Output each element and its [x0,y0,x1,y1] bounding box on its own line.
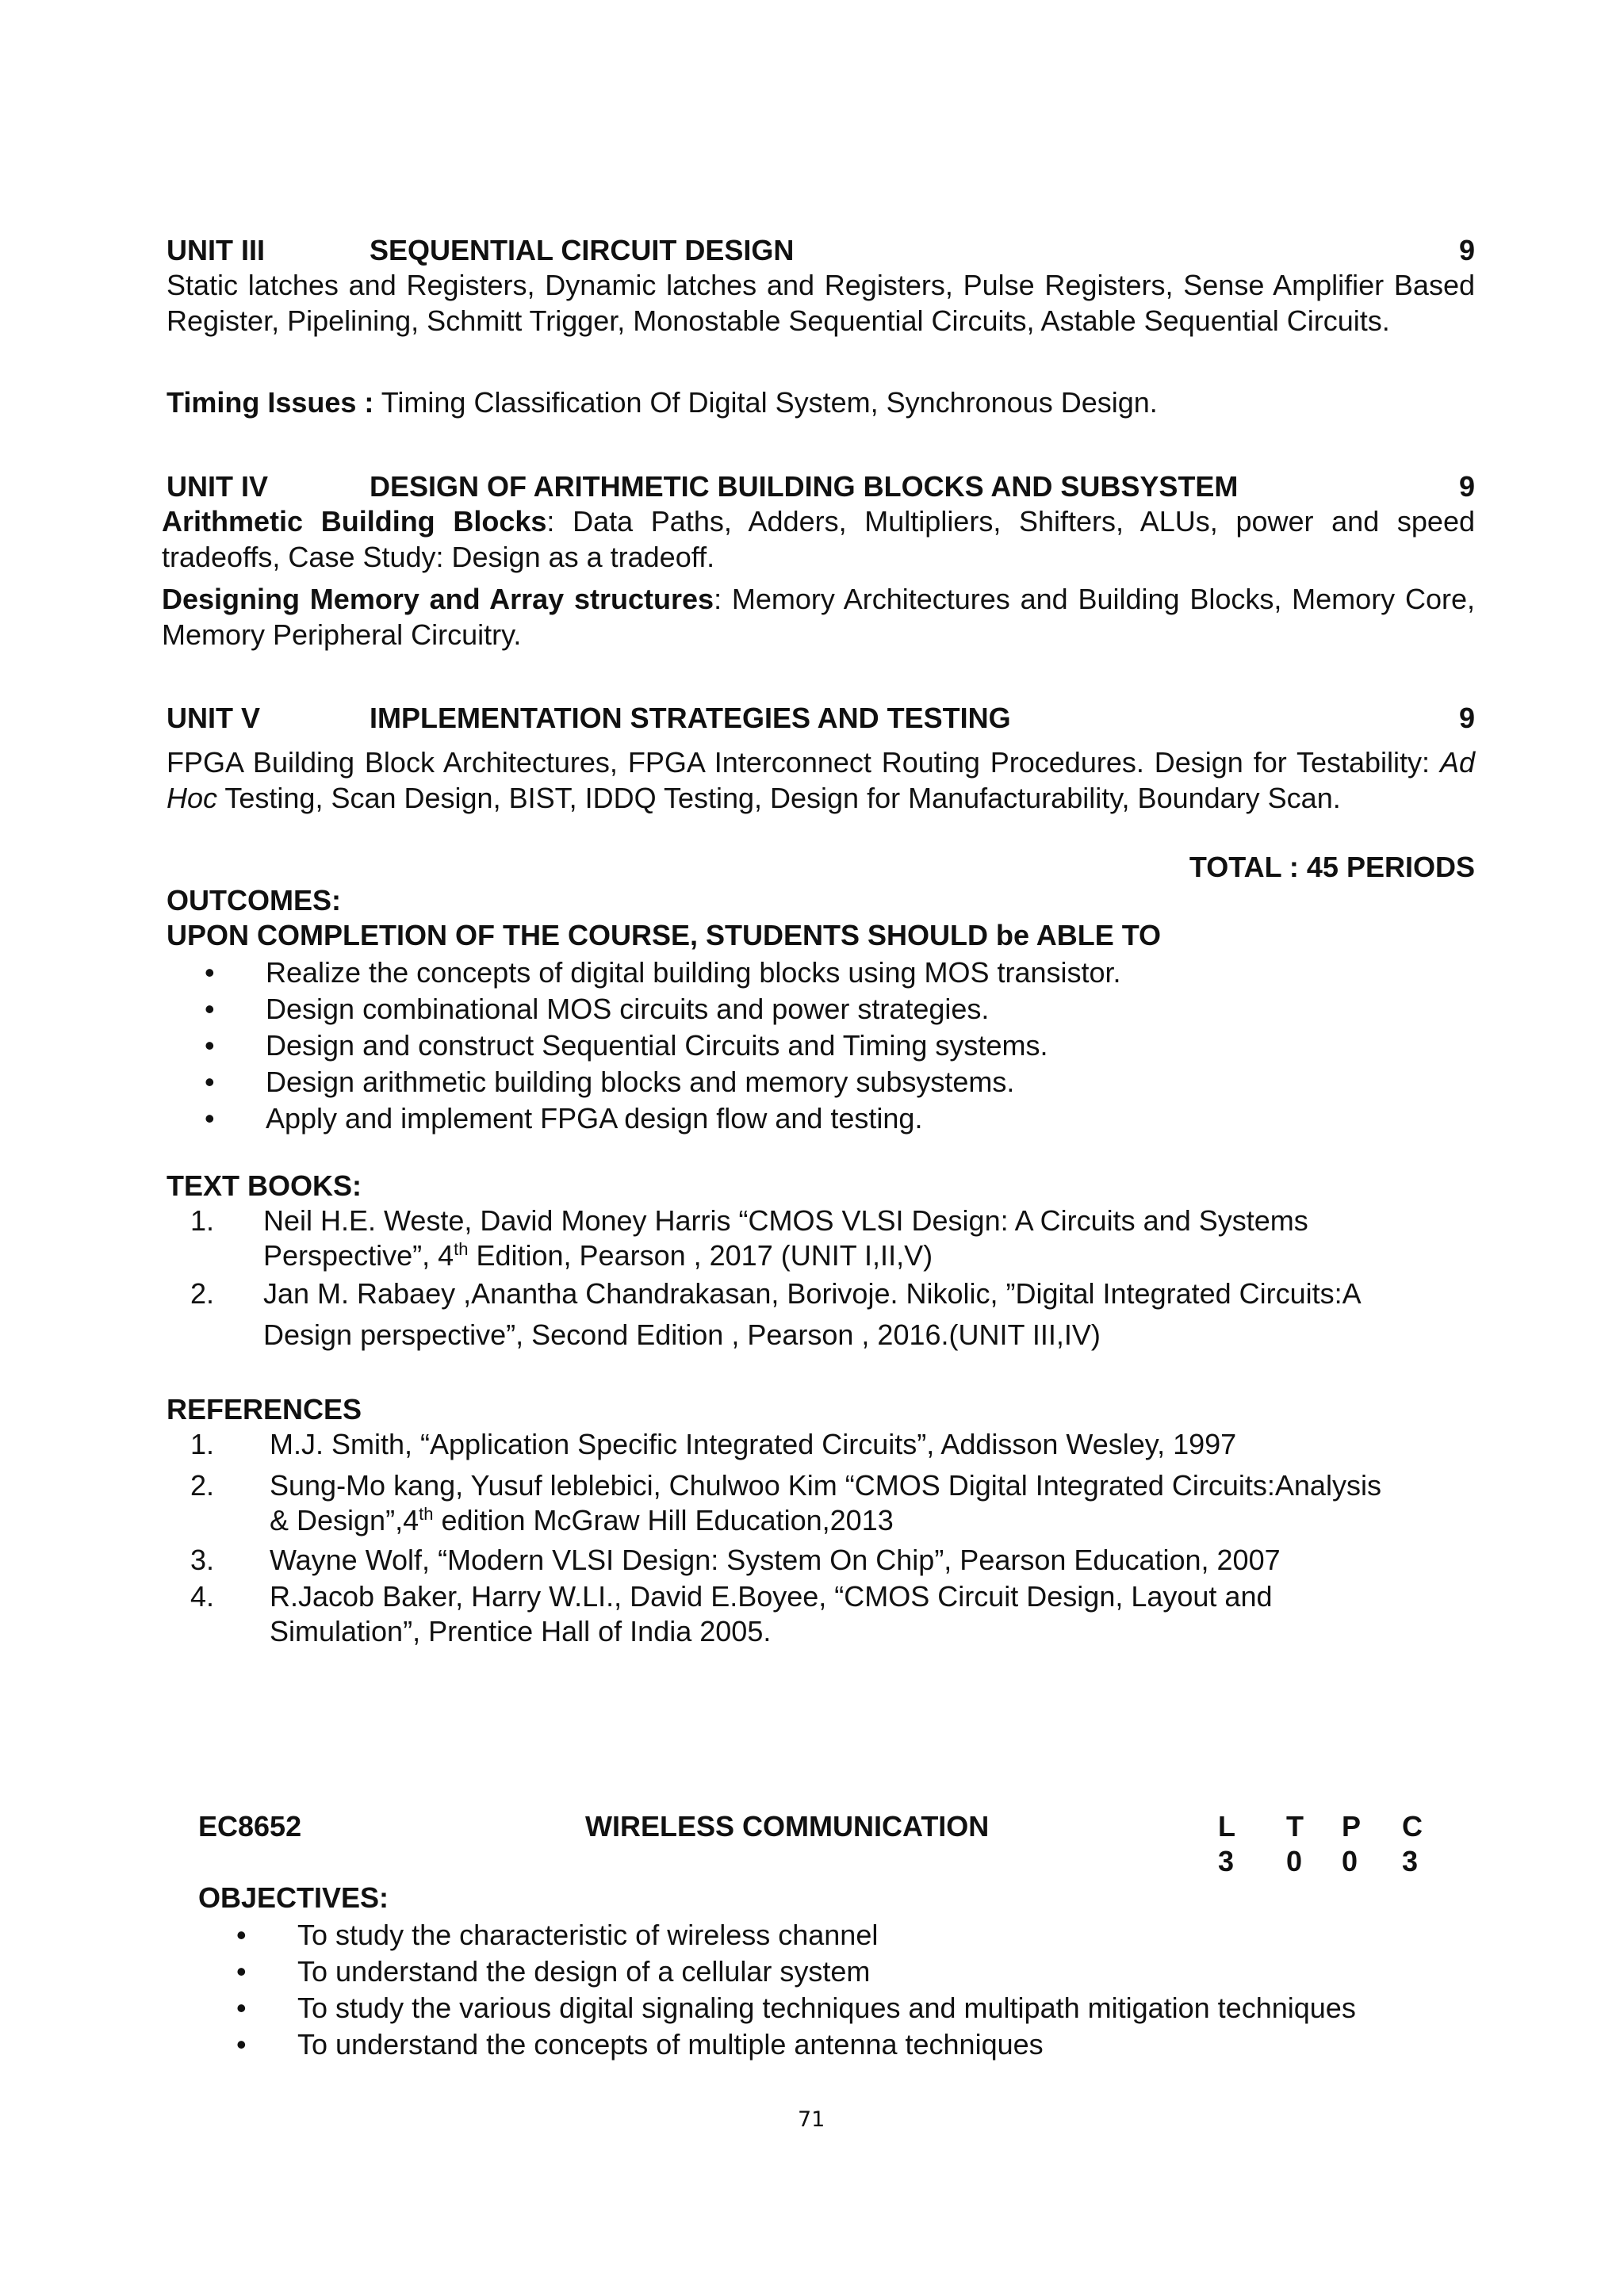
objectives-list [198,1917,1475,2063]
memory-structures-text: : Memory Architectures and Building Blocks, Memory Core, Memory Peripheral Circuitry. [162,583,1476,651]
textbook-line-2-text: Perspective”, 4 [263,1239,454,1272]
reference-line-2-rest: edition McGraw Hill Education,2013 [433,1504,894,1536]
page-number: 71 [798,2107,825,2132]
reference-line-2: Simulation”, Prentice Hall of India 2005. [270,1615,772,1647]
outcomes-subheading: UPON COMPLETION OF THE COURSE, STUDENTS SHOULD be ABLE TO [167,919,1162,951]
reference-superscript: th [419,1504,434,1524]
textbook-line-1: Neil H.E. Weste, David Money Harris “CMOS VLSI Design: A Circuits and Systems [263,1204,1308,1237]
timing-issues-text: Timing Classification Of Digital System, Synchronous Design. [373,386,1158,419]
unit3-label: UNIT III [167,234,265,266]
textbooks-heading: TEXT BOOKS: [167,1169,362,1202]
outcome-item: • Design arithmetic building blocks and memory subsystems. [167,1064,1475,1100]
reference-item [167,1543,1475,1579]
unit5-body [167,745,1475,816]
timing-issues-label: Timing Issues : [167,386,374,419]
unit5-body-part-b: Testing, Scan Design, BIST, IDDQ Testing, Design for Manufacturability, Boundary Scan. [217,781,1341,814]
ltpc-label-t: T [1286,1810,1304,1843]
arithmetic-blocks-text: : Data Paths, Adders, Multipliers, Shifters, ALUs, power and speed tradeoffs, Case Study: Design as a tradeoff. [162,505,1475,573]
reference-line-2 [270,1503,894,1538]
unit4-paragraph-2 [162,582,1475,652]
unit4-paragraph-1 [162,504,1475,575]
reference-number: 2. [190,1469,215,1502]
objective-item: • To study the characteristic of wireless channel [198,1917,1475,1954]
ltpc-value-t: 0 [1286,1845,1303,1877]
unit5-body-emphasis: Ad Hoc [167,746,1475,814]
reference-line-1: M.J. Smith, “Application Specific Integrated Circuits”, Addisson Wesley, 1997 [270,1428,1237,1460]
ltpc-value-l: 3 [1218,1845,1235,1877]
outcomes-heading: OUTCOMES: [167,884,341,916]
unit4-hours: 9 [1458,470,1475,503]
outcome-item: • Design and construct Sequential Circuits and Timing systems. [167,1027,1475,1064]
unit5-body-part-a: FPGA Building Block Architectures, FPGA Interconnect Routing Procedures. Design for Testability: [167,746,1440,779]
unit5-hours: 9 [1458,702,1475,734]
textbook-line-2: Design perspective”, Second Edition , Pearson , 2016.(UNIT III,IV) [263,1318,1101,1351]
ltpc-value-p: 0 [1342,1845,1358,1877]
reference-item [167,1427,1475,1468]
objectives-heading: OBJECTIVES: [198,1881,389,1914]
unit5-label: UNIT V [167,702,261,734]
arithmetic-blocks-label: Arithmetic Building Blocks [162,505,547,538]
objective-item: • To understand the concepts of multiple antenna techniques [198,2026,1475,2063]
course-code: EC8652 [198,1810,302,1843]
reference-line-1: Sung-Mo kang, Yusuf leblebici, Chulwoo Kim “CMOS Digital Integrated Circuits:Analysis [270,1469,1381,1502]
textbook-superscript: th [454,1239,469,1259]
unit5-title: IMPLEMENTATION STRATEGIES AND TESTING [370,702,1011,734]
unit3-hours: 9 [1458,234,1475,266]
course-title: WIRELESS COMMUNICATION [585,1810,990,1843]
textbooks-list [167,1203,1475,1356]
reference-number: 4. [190,1580,215,1613]
reference-number: 3. [190,1544,215,1576]
ltpc-label-c: C [1402,1810,1423,1843]
ltpc-values [1218,1844,1456,1879]
outcomes-list [167,955,1475,1137]
ltpc-label-p: P [1342,1810,1362,1843]
objective-item: • To understand the design of a cellular system [198,1954,1475,1990]
reference-line-1: R.Jacob Baker, Harry W.LI., David E.Boyee, “CMOS Circuit Design, Layout and [270,1580,1273,1613]
memory-structures-label: Designing Memory and Array structures [162,583,714,615]
textbook-line-1: Jan M. Rabaey ,Anantha Chandrakasan, Borivoje. Nikolic, ”Digital Integrated Circuits:A [263,1277,1362,1310]
unit3-title: SEQUENTIAL CIRCUIT DESIGN [370,234,795,266]
reference-line-1: Wayne Wolf, “Modern VLSI Design: System On Chip”, Pearson Education, 2007 [270,1544,1281,1576]
unit4-label: UNIT IV [167,470,269,503]
references-list [167,1427,1475,1651]
textbook-line-2 [263,1238,933,1273]
unit3-body: Static latches and Registers, Dynamic latches and Registers, Pulse Registers, Sense Amplifier Based Register, Pipelining, Schmitt Trigger, Monostable Sequential Circuits, Astable Sequential Circuits. [167,269,1475,337]
total-periods: TOTAL : 45 PERIODS [1189,851,1475,883]
objective-item: • To study the various digital signaling techniques and multipath mitigation techniques [198,1990,1475,2026]
ltpc-labels [1218,1809,1456,1844]
reference-item [167,1579,1475,1651]
textbook-number: 1. [190,1204,215,1237]
textbook-item [167,1203,1475,1276]
ltpc-value-c: 3 [1402,1845,1419,1877]
references-heading: REFERENCES [167,1393,362,1425]
reference-number: 1. [190,1428,215,1460]
ltpc-label-l: L [1218,1810,1235,1843]
unit4-title: DESIGN OF ARITHMETIC BUILDING BLOCKS AND SUBSYSTEM [370,470,1239,503]
textbook-number: 2. [190,1277,215,1310]
outcome-item: • Realize the concepts of digital building blocks using MOS transistor. [167,955,1475,991]
reference-item [167,1468,1475,1543]
textbook-item [167,1276,1475,1356]
outcome-item: • Apply and implement FPGA design flow and testing. [167,1100,1475,1137]
unit3-timing [167,385,1475,421]
textbook-line-2-rest: Edition, Pearson , 2017 (UNIT I,II,V) [468,1239,933,1272]
outcome-item: • Design combinational MOS circuits and power strategies. [167,991,1475,1027]
reference-line-2-text: & Design”,4 [270,1504,419,1536]
